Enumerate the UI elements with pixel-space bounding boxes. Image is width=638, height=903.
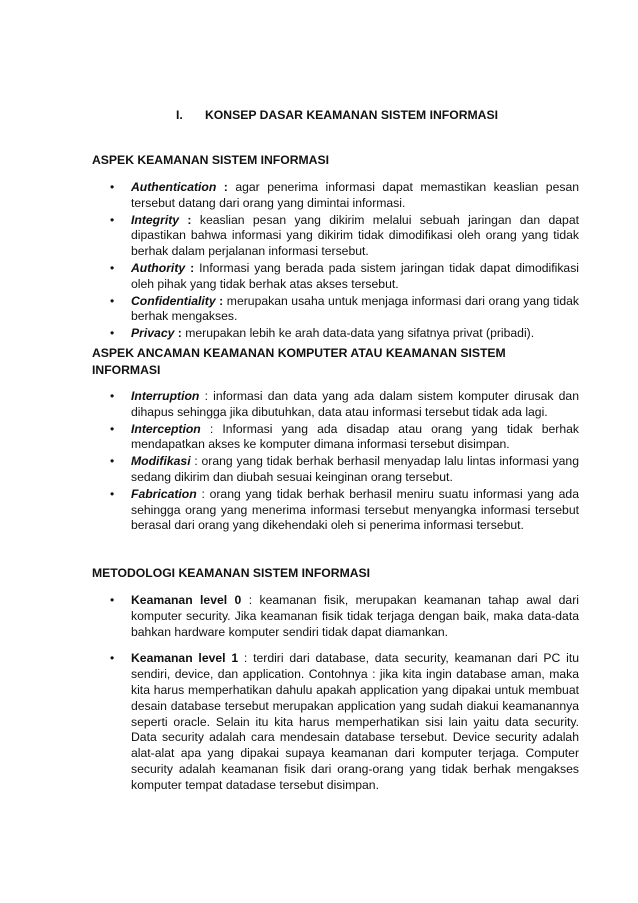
list-item: • Privacy : merupakan lebih ke arah data-data yang sifatnya privat (pribadi). — [110, 326, 535, 341]
section-title-ancaman: ASPEK ANCAMAN KEAMANAN KOMPUTER ATAU KEAMANAN SISTEM INFORMASI — [92, 346, 506, 377]
bullet-icon: • — [110, 593, 115, 607]
bullet-icon: • — [110, 326, 115, 341]
list-item: • Keamanan level 0 : keamanan fisik, merupakan keamanan tahap awal dari komputer security. Jika keamanan fisik tidak terjaga dengan baik, maka data-data bahkan hardware komputer sendiri tidak dapat diamankan. — [110, 593, 579, 639]
section-title-metodologi: METODOLOGI KEAMANAN SISTEM INFORMASI — [92, 566, 371, 580]
heading-title: KONSEP DASAR KEAMANAN SISTEM INFORMASI — [205, 108, 498, 122]
list-item: • Fabrication : orang yang tidak berhak berhasil meniru suatu informasi yang ada sehingga orang yang menerima informasi tersebut menyangka informasi tersebut berasal dari orang yang dikehendaki oleh si penerima informasi tersebut. — [110, 486, 579, 533]
bullet-icon: • — [110, 454, 115, 469]
bullet-icon: • — [110, 389, 115, 403]
list-item: • Confidentiality : merupakan usaha untuk menjaga informasi dari orang yang tidak berhak mengakses. — [110, 293, 579, 324]
bullet-icon: • — [110, 651, 115, 666]
metodologi-list — [0, 593, 579, 794]
bullet-icon: • — [110, 293, 115, 308]
bullet-icon: • — [110, 486, 115, 501]
bullet-icon: • — [110, 180, 115, 194]
section-title-aspek: ASPEK KEAMANAN SISTEM INFORMASI — [92, 153, 329, 167]
list-item: • Authentication : agar penerima informasi dapat memastikan keaslian pesan tersebut datang dari orang yang dimintai informasi. — [110, 180, 579, 210]
aspek-list — [0, 180, 579, 343]
bullet-icon: • — [110, 260, 115, 275]
list-item: • Interruption : informasi dan data yang ada dalam sistem komputer dirusak dan dihapus sehingga jika dibutuhkan, data atau informasi tersebut tidak ada lagi. — [110, 389, 579, 419]
ancaman-list — [0, 389, 579, 535]
list-item: • Interception : Informasi yang ada disadap atau orang yang tidak berhak mendapatkan akses ke komputer dimana informasi tersebut disimpan. — [110, 421, 579, 452]
bullet-icon: • — [110, 421, 115, 436]
list-item: • Integrity : keaslian pesan yang dikirim melalui sebuah jaringan dan dapat dipastikan bahwa informasi yang dikirim tidak dimodifikasi oleh orang yang tidak berhak dalam perjalanan informasi tersebut. — [110, 212, 579, 259]
list-item: • Authority : Informasi yang berada pada sistem jaringan tidak dapat dimodifikasi oleh pihak yang tidak berhak atas akses tersebut. — [110, 260, 579, 291]
bullet-icon: • — [110, 212, 115, 227]
heading-number: I. — [176, 108, 183, 122]
list-item: • Modifikasi : orang yang tidak berhak berhasil menyadap lalu lintas informasi yang sedang dikirim dan diubah sesuai keinginan orang tersebut. — [110, 454, 579, 484]
list-item: • Keamanan level 1 : terdiri dari database, data security, keamanan dari PC itu sendiri, device, dan application. Contohnya : jika kita ingin database aman, maka kita harus memperhatikan dahulu apakah application yang dipakai untuk membuat desain database tersebut merupakan application yang sudah diakui keamanannya seperti oracle. Selain itu kita harus memperhatikan sisi lain yaitu data security. Data security adalah cara mendesain database tersebut. Device security adalah alat-alat apa yang dipakai supaya keamanan dari komputer terjaga. Computer security adalah keamanan fisik dari orang-orang yang tidak berhak mengakses komputer tempat datadase tersebut disimpan. — [110, 651, 579, 792]
